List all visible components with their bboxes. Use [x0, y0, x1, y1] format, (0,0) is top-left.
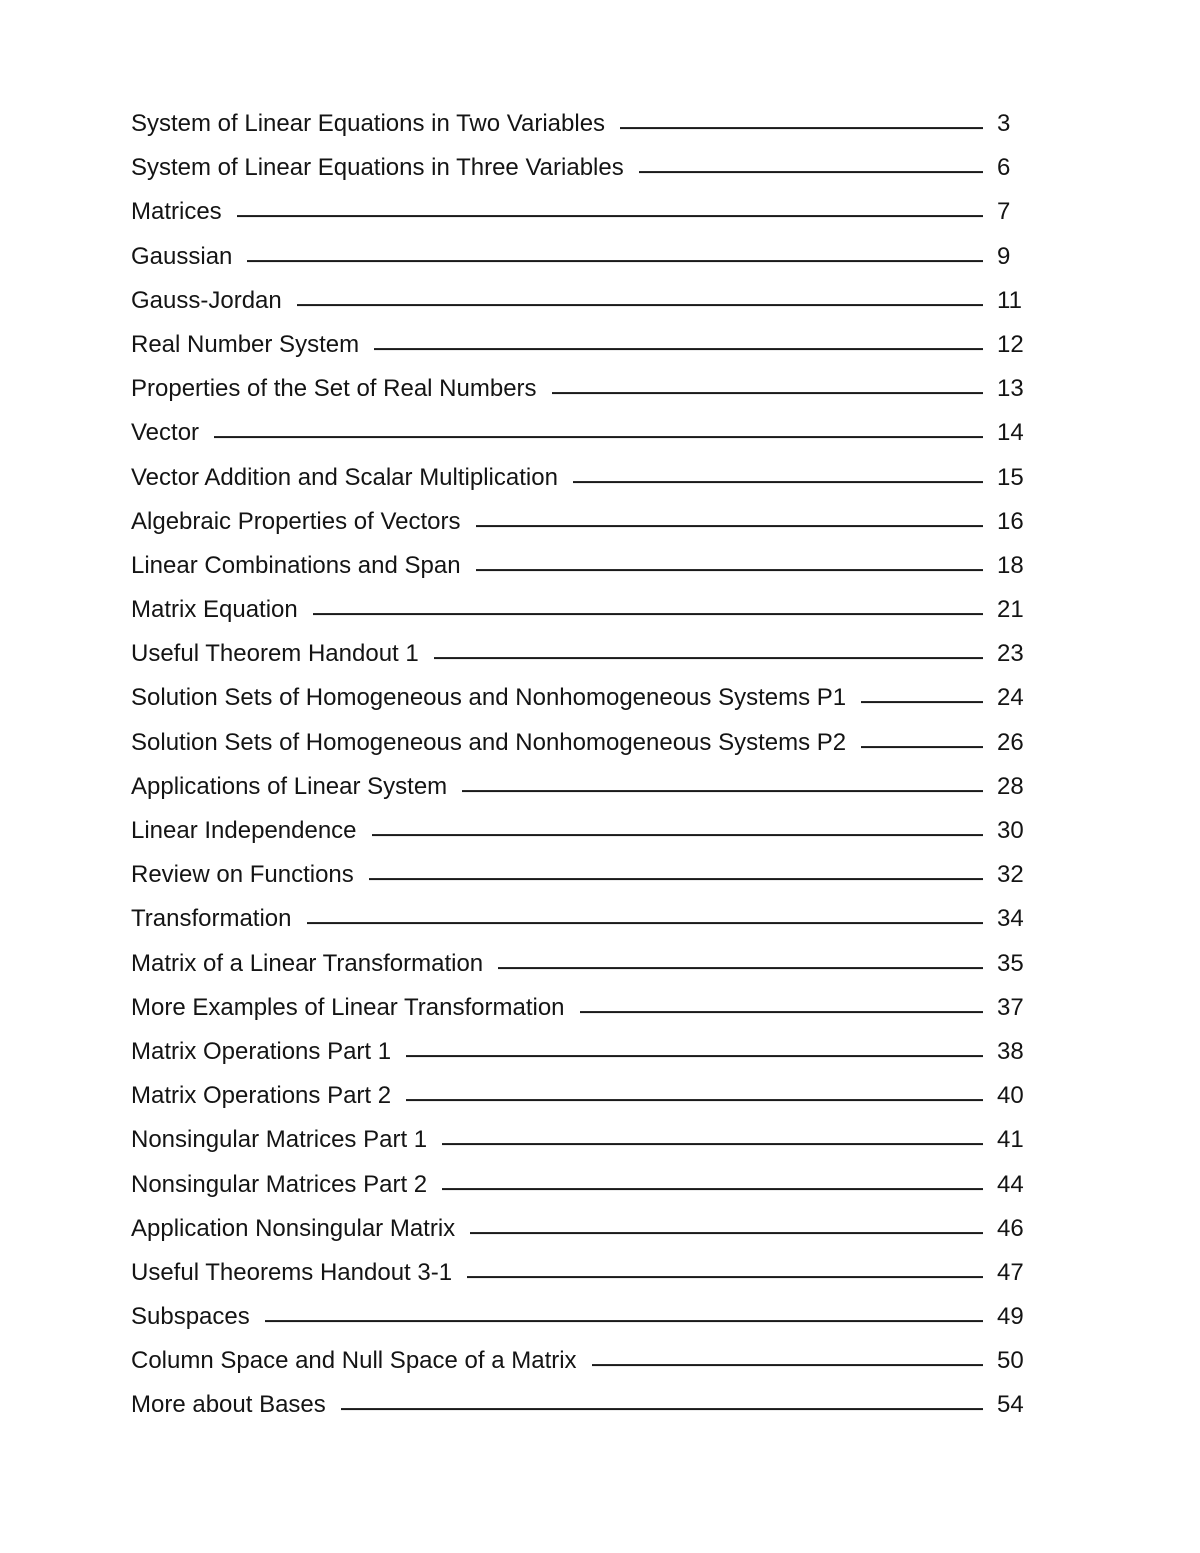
- toc-entry-title: Useful Theorem Handout 1: [131, 640, 419, 668]
- toc-entry-page: 47: [997, 1258, 1024, 1286]
- toc-leader-line: [434, 657, 983, 659]
- toc-entry: [131, 1118, 1041, 1162]
- toc-entry-page: 6: [997, 154, 1011, 182]
- toc-entry: [131, 544, 1041, 588]
- toc-entry-page: 37: [997, 993, 1024, 1021]
- toc-entry-page: 11: [997, 286, 1022, 314]
- toc-entry-title: Review on Functions: [131, 861, 354, 889]
- toc-entry-title: Transformation: [131, 905, 292, 933]
- toc-entry-page: 26: [997, 728, 1024, 756]
- toc-entry-page: 38: [997, 1037, 1024, 1065]
- toc-leader-line: [214, 436, 983, 438]
- toc-entry: [131, 323, 1041, 367]
- toc-leader-line: [476, 569, 983, 571]
- toc-leader-line: [498, 967, 983, 969]
- toc-entry-title: Applications of Linear System: [131, 772, 448, 800]
- toc-entry-page: 28: [997, 772, 1024, 800]
- table-of-contents: [131, 102, 1041, 1428]
- toc-leader-line: [573, 481, 983, 483]
- toc-leader-line: [442, 1143, 983, 1145]
- toc-leader-line: [580, 1011, 983, 1013]
- toc-entry: [131, 1251, 1041, 1295]
- toc-entry-page: 7: [997, 198, 1011, 226]
- toc-entry: [131, 588, 1041, 632]
- toc-leader-line: [552, 392, 983, 394]
- toc-leader-line: [237, 215, 983, 217]
- toc-entry-title: Vector: [131, 419, 200, 447]
- toc-entry: [131, 809, 1041, 853]
- toc-entry: [131, 146, 1041, 190]
- toc-entry-title: Real Number System: [131, 330, 360, 358]
- toc-entry-page: 3: [997, 110, 1011, 137]
- toc-entry-page: 46: [997, 1214, 1024, 1242]
- toc-entry: [131, 456, 1041, 500]
- toc-leader-line: [265, 1320, 983, 1322]
- toc-leader-line: [470, 1232, 983, 1234]
- toc-leader-line: [297, 304, 983, 306]
- toc-leader-line: [369, 878, 983, 880]
- toc-leader-line: [372, 834, 983, 836]
- toc-leader-line: [620, 127, 983, 129]
- toc-entry: [131, 279, 1041, 323]
- toc-leader-line: [341, 1409, 983, 1411]
- toc-entry-title: Matrix Equation: [131, 596, 298, 624]
- toc-leader-line: [639, 171, 983, 173]
- toc-entry: [131, 721, 1041, 765]
- toc-entry: [131, 1383, 1041, 1427]
- toc-entry-title: Application Nonsingular Matrix: [131, 1214, 456, 1242]
- toc-entry: [131, 1163, 1041, 1207]
- toc-entry-title: More about Bases: [131, 1391, 326, 1419]
- toc-entry-page: 14: [997, 419, 1024, 447]
- toc-entry: [131, 235, 1041, 279]
- toc-entry-page: 50: [997, 1347, 1024, 1375]
- toc-entry: [131, 102, 1041, 146]
- toc-entry-page: 21: [997, 596, 1024, 624]
- toc-entry-title: Matrix Operations Part 1: [131, 1037, 392, 1065]
- toc-entry-title: Nonsingular Matrices Part 2: [131, 1170, 428, 1198]
- toc-entry-title: Column Space and Null Space of a Matrix: [131, 1347, 577, 1375]
- toc-entry: [131, 1030, 1041, 1074]
- toc-entry: [131, 1339, 1041, 1383]
- toc-entry: [131, 676, 1041, 720]
- toc-entry-page: 44: [997, 1170, 1024, 1198]
- toc-entry: [131, 1295, 1041, 1339]
- toc-entry-title: Vector Addition and Scalar Multiplication: [131, 463, 558, 491]
- toc-leader-line: [406, 1055, 983, 1057]
- toc-entry-page: 54: [997, 1391, 1024, 1419]
- toc-leader-line: [592, 1364, 983, 1366]
- toc-entry-title: Gaussian: [131, 242, 233, 270]
- toc-entry-page: 16: [997, 507, 1024, 535]
- toc-entry: [131, 942, 1041, 986]
- toc-entry-page: 13: [997, 375, 1024, 403]
- toc-leader-line: [307, 922, 984, 924]
- toc-entry-title: Solution Sets of Homogeneous and Nonhomogeneous Systems P1: [131, 684, 847, 712]
- toc-entry-page: 40: [997, 1082, 1024, 1110]
- toc-entry-page: 35: [997, 949, 1024, 977]
- toc-entry-title: More Examples of Linear Transformation: [131, 993, 565, 1021]
- toc-leader-line: [247, 260, 983, 262]
- toc-leader-line: [374, 348, 983, 350]
- toc-entry-title: Linear Independence: [131, 817, 357, 844]
- toc-entry-title: System of Linear Equations in Two Variables: [131, 110, 606, 137]
- toc-entry: [131, 853, 1041, 897]
- toc-entry-page: 15: [997, 463, 1024, 491]
- toc-entry: [131, 190, 1041, 234]
- toc-leader-line: [467, 1276, 983, 1278]
- toc-leader-line: [442, 1188, 983, 1190]
- toc-entry: [131, 986, 1041, 1030]
- toc-entry-page: 41: [997, 1126, 1024, 1154]
- toc-entry-title: Gauss-Jordan: [131, 286, 282, 314]
- toc-entry-title: Nonsingular Matrices Part 1: [131, 1126, 428, 1154]
- toc-leader-line: [861, 746, 983, 748]
- toc-entry-page: 12: [997, 330, 1024, 358]
- toc-entry-title: Algebraic Properties of Vectors: [131, 507, 461, 535]
- toc-entry: [131, 632, 1041, 676]
- toc-entry-page: 30: [997, 817, 1024, 844]
- toc-entry-title: System of Linear Equations in Three Variables: [131, 154, 624, 182]
- toc-entry-title: Matrices: [131, 198, 222, 226]
- toc-entry-title: Useful Theorems Handout 3-1: [131, 1258, 453, 1286]
- toc-entry-title: Matrix of a Linear Transformation: [131, 949, 484, 977]
- toc-entry-page: 9: [997, 242, 1011, 270]
- toc-leader-line: [313, 613, 983, 615]
- toc-entry-title: Subspaces: [131, 1303, 250, 1331]
- toc-entry: [131, 765, 1041, 809]
- toc-entry: [131, 411, 1041, 455]
- toc-entry: [131, 367, 1041, 411]
- toc-leader-line: [406, 1099, 983, 1101]
- toc-leader-line: [462, 790, 983, 792]
- toc-leader-line: [476, 525, 984, 527]
- toc-entry-page: 34: [997, 905, 1024, 933]
- toc-entry-page: 18: [997, 551, 1024, 579]
- toc-entry: [131, 500, 1041, 544]
- toc-entry-page: 23: [997, 640, 1024, 668]
- toc-entry: [131, 897, 1041, 941]
- toc-entry-title: Solution Sets of Homogeneous and Nonhomogeneous Systems P2: [131, 728, 847, 756]
- toc-entry-page: 24: [997, 684, 1024, 712]
- toc-leader-line: [861, 702, 983, 704]
- toc-entry-title: Linear Combinations and Span: [131, 551, 461, 579]
- toc-entry-page: 32: [997, 861, 1024, 889]
- toc-entry: [131, 1074, 1041, 1118]
- toc-entry-title: Matrix Operations Part 2: [131, 1082, 392, 1110]
- toc-entry-page: 49: [997, 1303, 1024, 1331]
- toc-entry-title: Properties of the Set of Real Numbers: [131, 375, 537, 403]
- toc-entry: [131, 1207, 1041, 1251]
